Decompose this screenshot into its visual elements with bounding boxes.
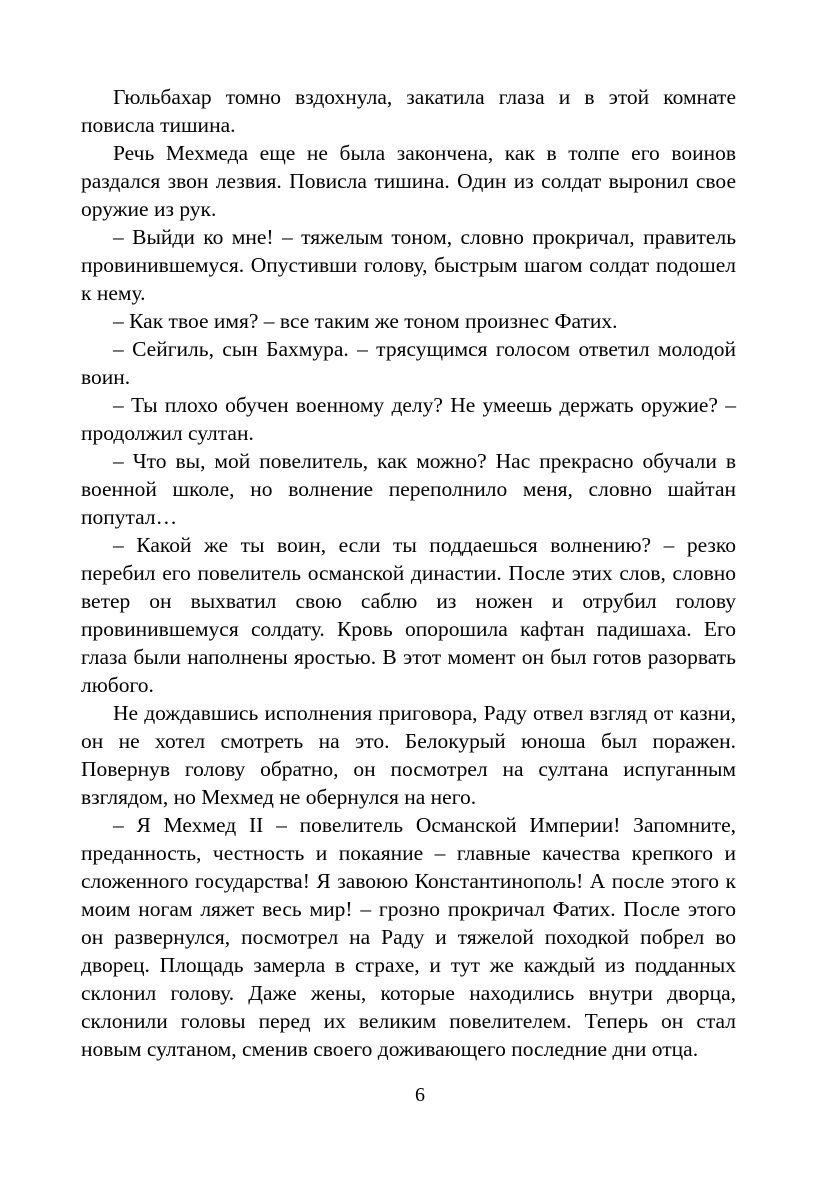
- page-number: 6: [415, 1084, 425, 1106]
- paragraph: Речь Мехмеда еще не была закончена, как в толпе его воинов раздался звон лезвия. Повисла тишина. Один из солдат выронил свое оружие из рук.: [81, 141, 736, 221]
- text-block: [81, 83, 736, 1063]
- paragraph: Не дождавшись исполнения приговора, Раду отвел взгляд от казни, он не хотел смотреть на это. Белокурый юноша был поражен. Повернув голову обратно, он посмотрел на султана испуганным взглядом, но Мехмед не обернулся на него.: [81, 701, 736, 809]
- paragraph: – Как твое имя? – все таким же тоном произнес Фатих.: [113, 309, 618, 333]
- paragraph: – Выйди ко мне! – тяжелым тоном, словно прокричал, правитель провинившемуся. Опустивши голову, быстрым шагом солдат подошел к нему.: [81, 225, 736, 305]
- paragraph: – Что вы, мой повелитель, как можно? Нас прекрасно обучали в военной школе, но волнение переполнило меня, словно шайтан попутал…: [81, 449, 736, 529]
- paragraph: – Какой же ты воин, если ты поддаешься волнению? – резко перебил его повелитель османской династии. После этих слов, словно ветер он выхватил свою саблю из ножен и отрубил голову провинившемуся солдату. Кровь опорошила кафтан падишаха. Его глаза были наполнены яростью. В этот момент он был готов разорвать любого.: [81, 533, 736, 697]
- paragraph: – Я Мехмед II – повелитель Османской Империи! Запомните, преданность, честность и покаяние – главные качества крепкого и сложенного государства! Я завоюю Константинополь! А после этого к моим ногам ляжет весь мир! – грозно прокричал Фатих. После этого он развернулся, посмотрел на Раду и тяжелой походкой побрел во дворец. Площадь замерла в страхе, и тут же каждый из подданных склонил голову. Даже жены, которые находились внутри дворца, склонили головы перед их великим повелителем. Теперь он стал новым султаном, сменив своего доживающего последние дни отца.: [81, 813, 736, 1061]
- paragraph: – Ты плохо обучен военному делу? Не умеешь держать оружие? – продолжил султан.: [81, 393, 736, 445]
- paragraph: – Сейгиль, сын Бахмура. – трясущимся голосом ответил молодой воин.: [81, 337, 736, 389]
- paragraph: Гюльбахар томно вздохнула, закатила глаза и в этой комнате повисла тишина.: [81, 85, 736, 137]
